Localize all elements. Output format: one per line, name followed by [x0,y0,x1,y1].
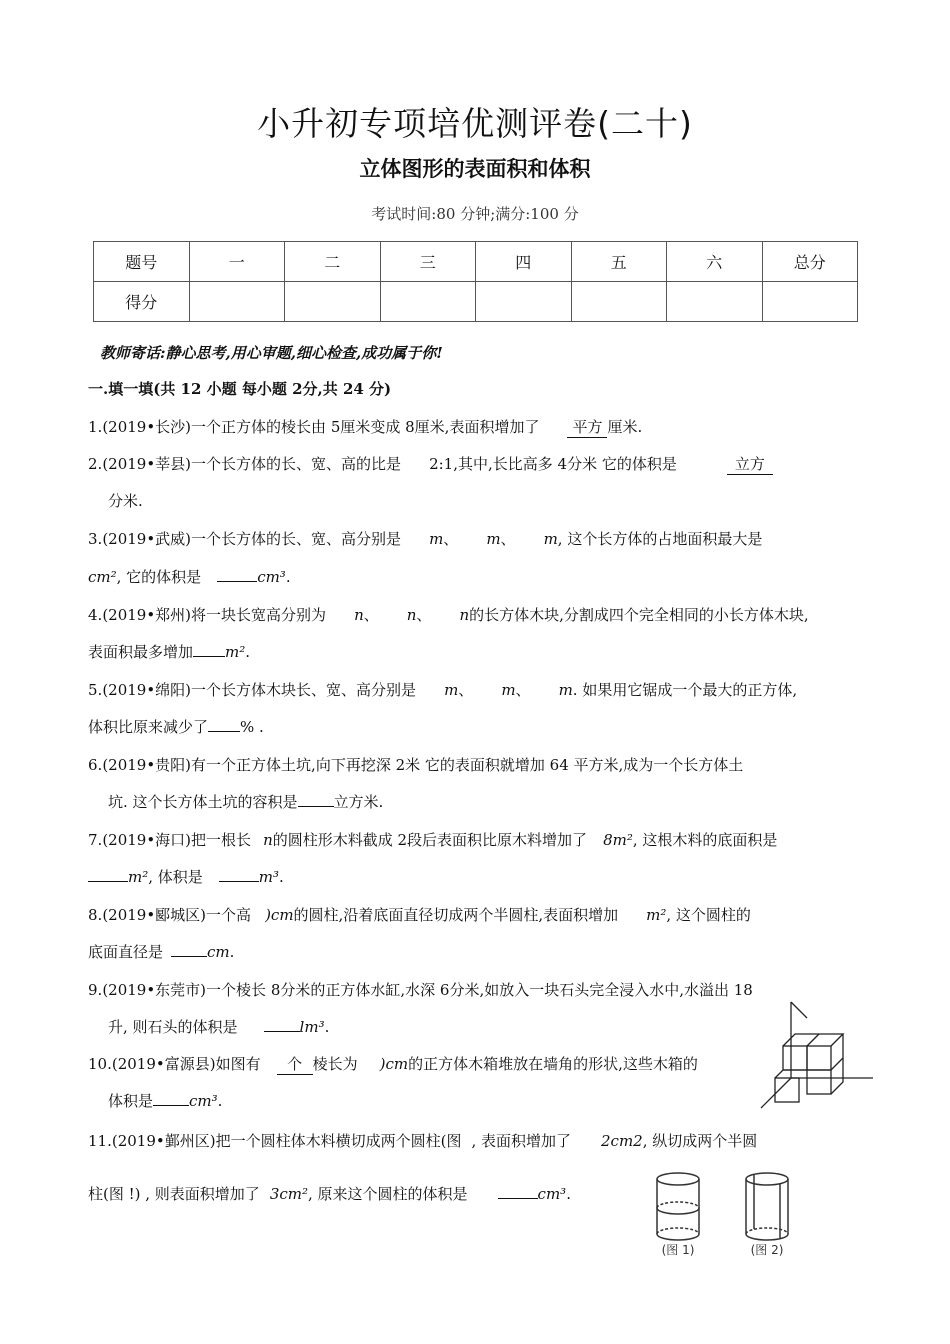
answer-blank[interactable] [264,1031,300,1032]
question-11: 11.(2019•鄞州区)把一个圆柱体木料横切成两个圆柱(图 , 表面积增加了 2cm2, 纵切成两个半圆 [88,1132,758,1150]
question-3: 3.(2019•武威)一个长方体的长、宽、高分别是 m、 m、 m, 这个长方体的占地面积最大是 [88,530,763,548]
question-5: 5.(2019•绵阳)一个长方体木块长、宽、高分别是 m、 m、 m. 如果用它锯成一个最大的正方体, [88,681,798,699]
score-cell[interactable] [380,282,476,322]
question-4-cont: 表面积最多增加 m². [88,643,251,661]
page-subtitle: 立体图形的表面积和体积 [359,157,591,181]
score-cell[interactable] [762,282,858,322]
teacher-motto: 教师寄话:静心思考,用心审题,细心检查,成功属于你! [100,344,443,362]
score-cell[interactable] [571,282,667,322]
score-header-cell: 题号 [94,242,190,282]
score-cell[interactable] [189,282,285,322]
score-cell[interactable] [285,282,381,322]
answer-blank[interactable] [208,731,240,732]
score-cell[interactable] [476,282,572,322]
answer-blank[interactable]: 平方 [567,416,607,438]
answer-blank[interactable] [217,581,257,582]
score-table-score-row [94,282,858,322]
question-3-cont: cm², 它的体积是 cm³. [88,568,291,586]
score-cell[interactable] [667,282,763,322]
question-6: 6.(2019•贵阳)有一个正方体土坑,向下再挖深 2米 它的表面积就增加 64 平方米,成为一个长方体土 [88,756,744,774]
question-2-cont: 分米. [108,492,143,510]
stacked-cubes-figure [755,1000,875,1112]
answer-blank[interactable] [153,1105,189,1106]
section-heading: 一.填一填(共 12 小题 每小题 2分,共 24 分) [88,380,392,398]
question-6-cont: 坑. 这个长方体土坑的容积是 立方米. [108,793,384,811]
question-10: 10.(2019•富源县)如图有 个 棱长为 )cm的正方体木箱堆放在墙角的形状,这些木箱的 [88,1055,698,1073]
answer-blank[interactable] [88,881,128,882]
answer-blank[interactable] [171,956,207,957]
question-2: 2.(2019•莘县)一个长方体的长、宽、高的比是 2:1,其中,长比高多 4分米 它的体积是 立方 [88,453,773,475]
page-title: 小升初专项培优测评卷(二十) [257,104,693,143]
score-header-cell: 二 [285,242,381,282]
question-11-cont: 柱(图 !) , 则表面积增加了 3cm², 原来这个圆柱的体积是 cm³. [88,1185,571,1203]
score-header-cell: 三 [380,242,476,282]
exam-info: 考试时间:80 分钟;满分:100 分 [371,205,579,223]
answer-blank[interactable]: 个 [277,1053,313,1075]
answer-blank[interactable] [219,881,259,882]
score-table-header-row [94,242,858,282]
answer-blank[interactable] [193,656,225,657]
score-header-cell: 总分 [762,242,858,282]
figure-1-caption: (图 1) [661,1243,695,1257]
score-header-cell: 六 [667,242,763,282]
score-header-cell: 一 [189,242,285,282]
cylinder-figures [648,1170,833,1262]
answer-blank[interactable] [498,1198,538,1199]
question-4: 4.(2019•郑州)将一块长宽高分别为 n、 n、 n的长方体木块,分割成四个完全相同的小长方体木块, [88,606,809,624]
answer-blank[interactable]: 立方 [727,453,773,475]
figure-2-caption: (图 2) [750,1243,784,1257]
question-10-cont: 体积是 cm³. [108,1092,223,1110]
score-header-cell: 五 [571,242,667,282]
score-header-cell: 四 [476,242,572,282]
score-table [93,241,858,322]
question-5-cont: 体积比原来减少了 % . [88,718,264,736]
question-1: 1.(2019•长沙)一个正方体的棱长由 5厘米变成 8厘米,表面积增加了 平方 厘米. [88,418,643,436]
question-9-cont: 升, 则石头的体积是 lm³. [108,1018,330,1036]
question-8-cont: 底面直径是 cm. [88,943,235,961]
question-7-cont: m², 体积是 m³. [88,866,284,887]
answer-blank[interactable] [298,806,334,807]
question-9: 9.(2019•东莞市)一个棱长 8分米的正方体水缸,水深 6分米,如放入一块石头完全浸入水中,水溢出 18 [88,981,753,999]
question-7: 7.(2019•海口)把一根长 n的圆柱形木料截成 2段后表面积比原木料增加了 8m², 这根木料的底面积是 [88,831,778,849]
score-row-label: 得分 [94,282,190,322]
question-8: 8.(2019•郾城区)一个高 )cm的圆柱,沿着底面直径切成两个半圆柱,表面积增加 m², 这个圆柱的 [88,906,751,924]
